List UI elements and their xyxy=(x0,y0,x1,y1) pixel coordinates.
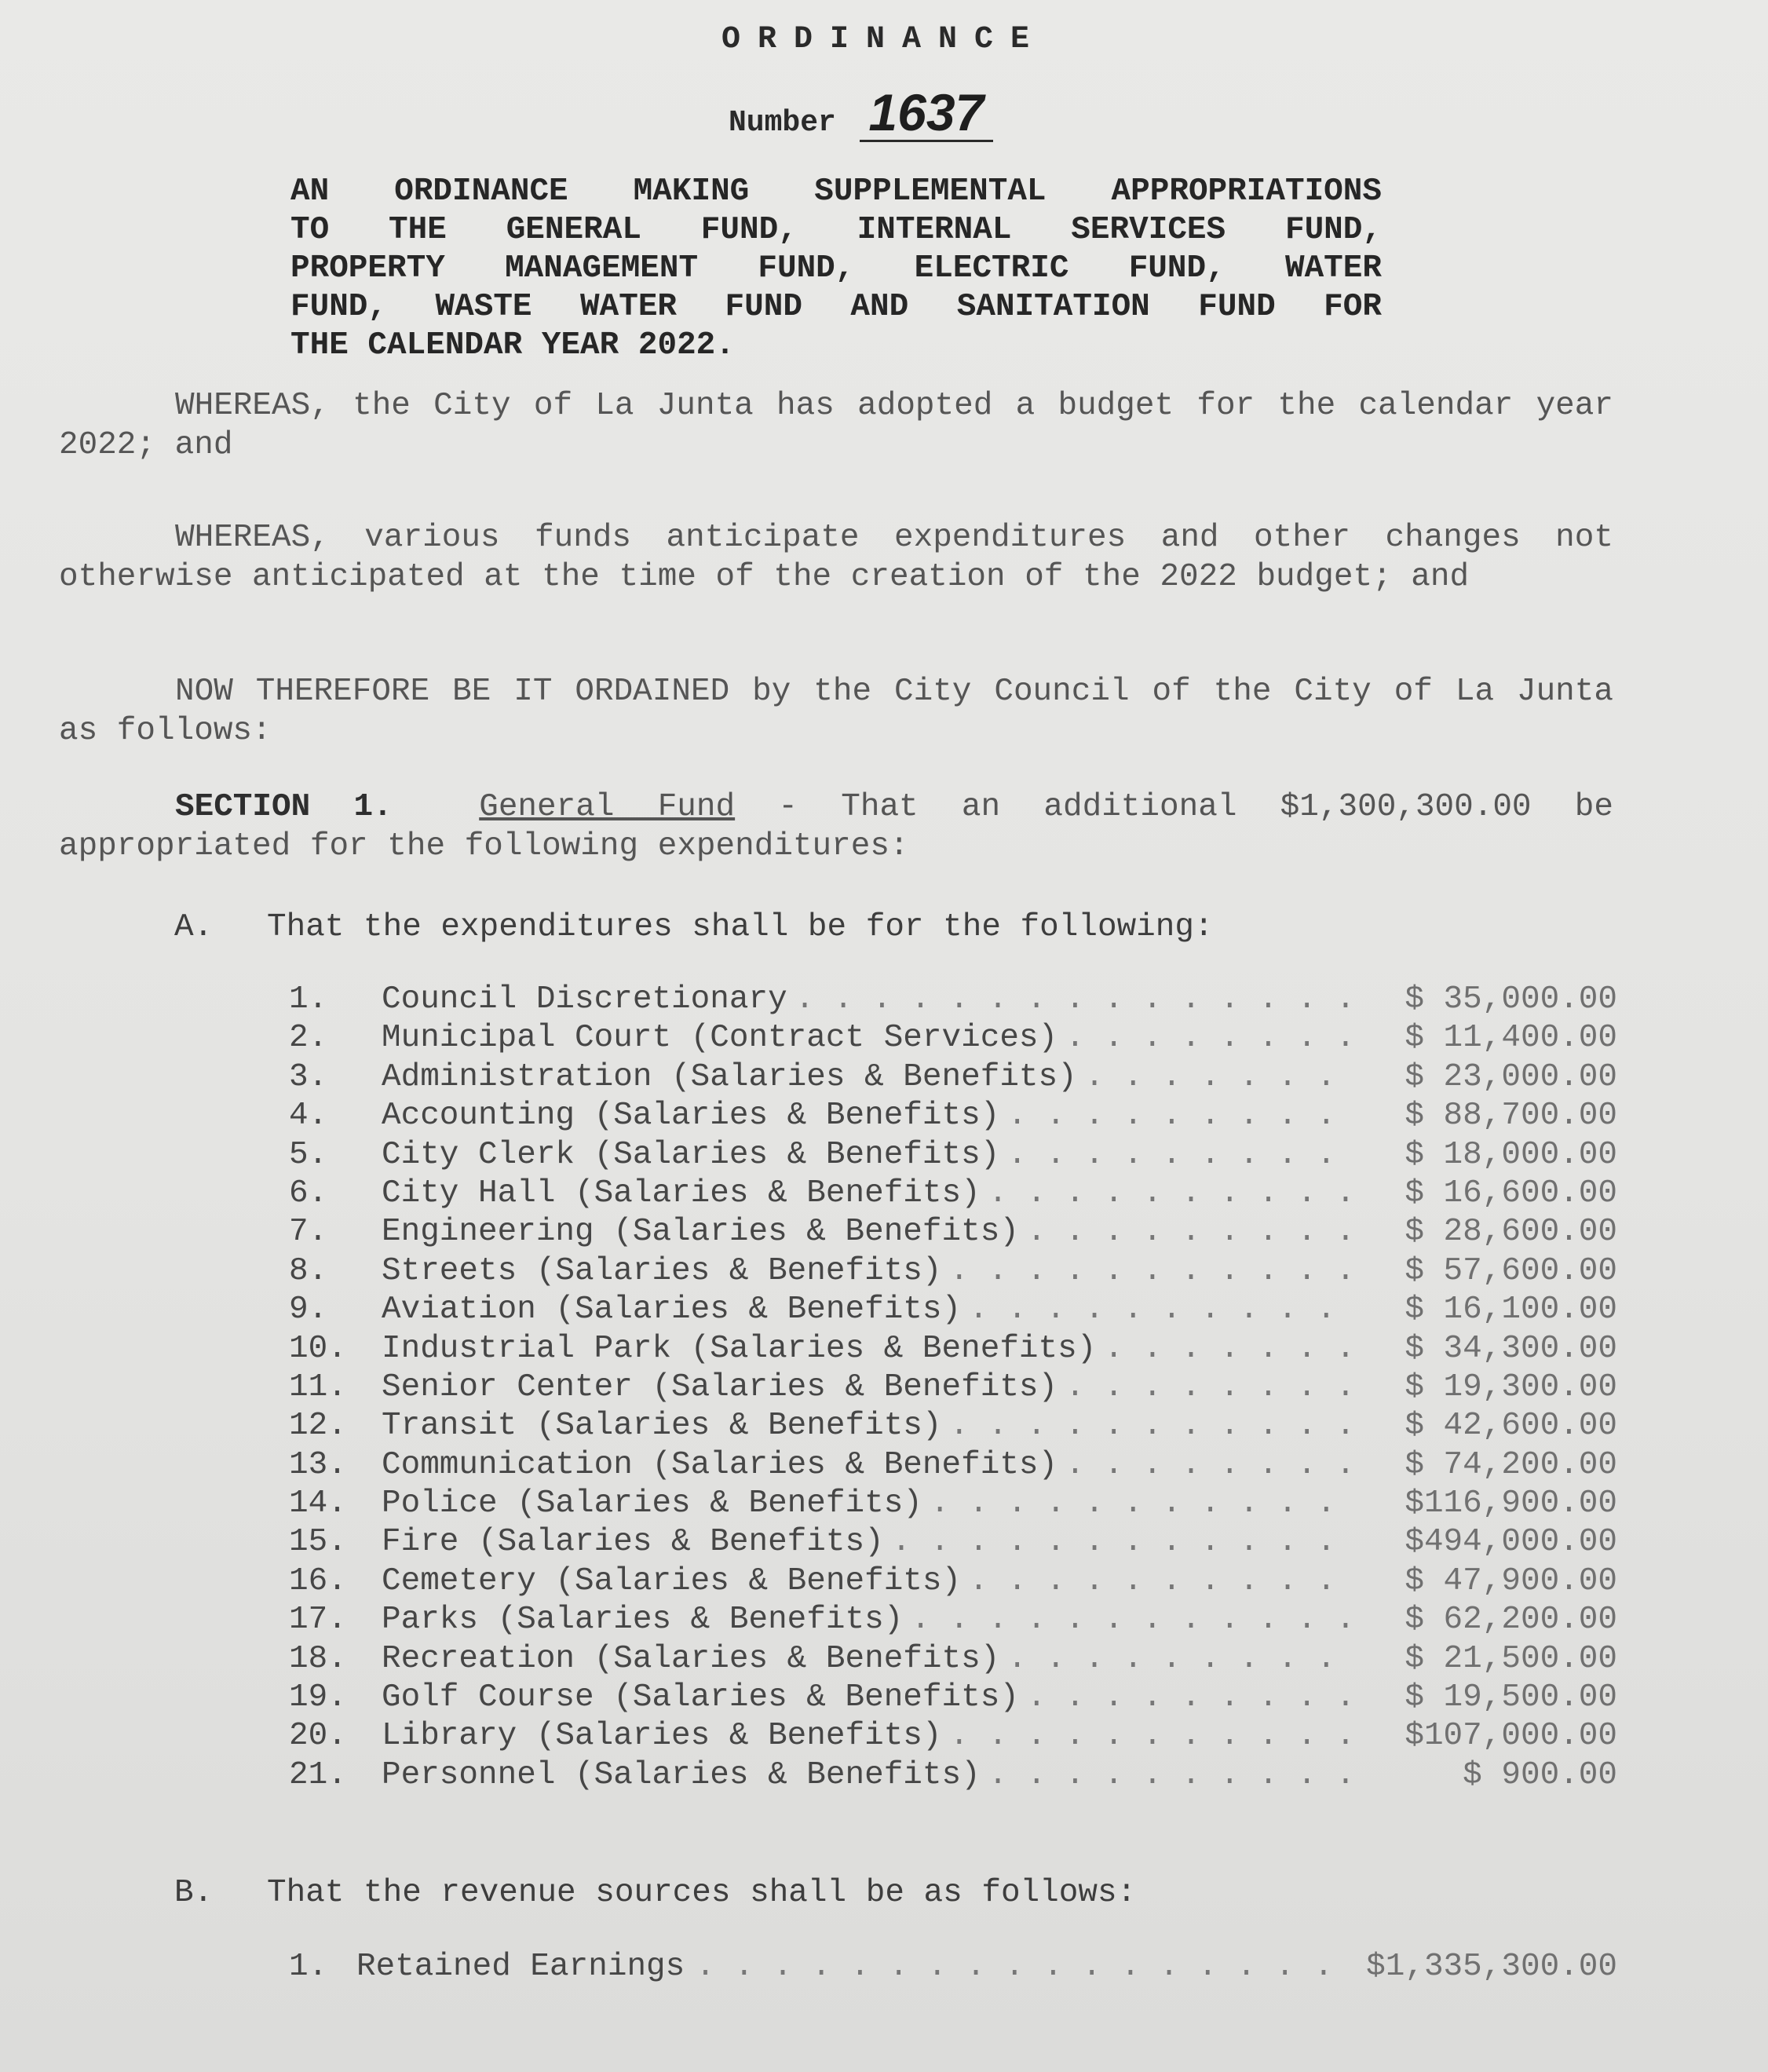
revenue-item xyxy=(289,1949,1617,1985)
section-1-text: - That an additional $1,300,300.00 be appropriated for the following expenditures: xyxy=(59,789,1613,864)
expenditure-item-label: Administration (Salaries & Benefits) xyxy=(382,1058,1077,1095)
expenditure-item xyxy=(289,1137,1617,1175)
expenditure-item xyxy=(289,1331,1617,1369)
expenditure-item-label: Industrial Park (Salaries & Benefits) xyxy=(382,1330,1097,1367)
leader-dots xyxy=(1007,1098,1350,1134)
expenditure-item-amount: $ 62,200.00 xyxy=(1405,1602,1617,1639)
expenditure-item-label: Aviation (Salaries & Benefits) xyxy=(382,1292,962,1328)
part-b-text: That the revenue sources shall be as follows: xyxy=(267,1875,1137,1911)
expenditure-item-number: 3. xyxy=(289,1058,328,1095)
expenditure-item-label: Cemetery (Salaries & Benefits) xyxy=(382,1562,962,1599)
leader-dots xyxy=(795,981,1350,1018)
expenditure-item-amount: $494,000.00 xyxy=(1405,1524,1617,1561)
expenditure-item-amount: $ 18,000.00 xyxy=(1405,1136,1617,1173)
expenditure-item-amount: $ 16,600.00 xyxy=(1405,1175,1617,1211)
revenue-item-number: 1. xyxy=(289,1949,328,1985)
leader-dots xyxy=(1027,1679,1350,1716)
leader-dots xyxy=(988,1175,1350,1211)
expenditure-item-label: Personnel (Salaries & Benefits) xyxy=(382,1756,981,1793)
expenditure-item xyxy=(289,1098,1617,1136)
expenditure-item-amount: $ 28,600.00 xyxy=(1405,1214,1617,1251)
expenditure-item-number: 20. xyxy=(289,1718,347,1755)
expenditure-item-label: City Hall (Salaries & Benefits) xyxy=(382,1175,981,1211)
revenue-item-label: Retained Earnings xyxy=(356,1949,685,1985)
expenditure-list xyxy=(289,981,1617,1796)
expenditure-item-label: Accounting (Salaries & Benefits) xyxy=(382,1098,1000,1135)
title-line: TO THE GENERAL FUND, INTERNAL SERVICES FUND, xyxy=(290,212,1382,248)
expenditure-item xyxy=(289,1641,1617,1679)
expenditure-item-label: Parks (Salaries & Benefits) xyxy=(382,1602,904,1639)
ordained-paragraph: NOW THEREFORE BE IT ORDAINED by the City Council of the City of La Junta as follows: xyxy=(59,674,1613,749)
leader-dots xyxy=(988,1757,1350,1793)
expenditure-item-amount: $107,000.00 xyxy=(1405,1718,1617,1755)
expenditure-item-amount: $ 42,600.00 xyxy=(1405,1408,1617,1445)
expenditure-item xyxy=(289,1602,1617,1640)
expenditure-item-number: 9. xyxy=(289,1292,328,1328)
leader-dots xyxy=(969,1292,1350,1328)
expenditure-item-number: 11. xyxy=(289,1369,347,1405)
leader-dots xyxy=(892,1524,1350,1560)
expenditure-item-amount: $ 34,300.00 xyxy=(1405,1330,1617,1367)
expenditure-item xyxy=(289,1447,1617,1485)
expenditure-item-label: Golf Course (Salaries & Benefits) xyxy=(382,1679,1019,1716)
expenditure-item xyxy=(289,1214,1617,1252)
ordinance-heading: ORDINANCE xyxy=(721,22,1047,57)
expenditure-item-amount: $ 57,600.00 xyxy=(1405,1252,1617,1289)
expenditure-item-number: 17. xyxy=(289,1602,347,1639)
part-a-text: That the expenditures shall be for the following: xyxy=(267,909,1214,945)
part-b-letter: B. xyxy=(174,1875,214,1911)
expenditure-item xyxy=(289,1485,1617,1524)
expenditure-item-number: 2. xyxy=(289,1020,328,1057)
ordinance-number-value: 1637 xyxy=(860,85,993,142)
expenditure-item-number: 18. xyxy=(289,1640,347,1677)
expenditure-item xyxy=(289,1563,1617,1602)
leader-dots xyxy=(950,1718,1350,1754)
leader-dots xyxy=(1085,1059,1350,1095)
expenditure-item-amount: $ 19,300.00 xyxy=(1405,1369,1617,1405)
expenditure-item-label: Senior Center (Salaries & Benefits) xyxy=(382,1369,1058,1405)
leader-dots xyxy=(696,1949,1355,1985)
leader-dots xyxy=(1065,1020,1350,1056)
expenditure-item-label: Municipal Court (Contract Services) xyxy=(382,1020,1058,1057)
number-label: Number xyxy=(729,106,836,140)
expenditure-item xyxy=(289,1408,1617,1446)
expenditure-item-label: Communication (Salaries & Benefits) xyxy=(382,1446,1058,1483)
expenditure-item-number: 21. xyxy=(289,1756,347,1793)
expenditure-item-number: 12. xyxy=(289,1408,347,1445)
expenditure-item-amount: $ 21,500.00 xyxy=(1405,1640,1617,1677)
section-1-label: SECTION 1. xyxy=(175,789,393,825)
section-1-paragraph xyxy=(59,788,1613,866)
expenditure-item-amount: $ 23,000.00 xyxy=(1405,1058,1617,1095)
expenditure-item-label: Police (Salaries & Benefits) xyxy=(382,1485,922,1522)
expenditure-item xyxy=(289,1059,1617,1098)
part-a-heading xyxy=(174,909,1214,945)
expenditure-item-amount: $ 47,900.00 xyxy=(1405,1562,1617,1599)
expenditure-item-amount: $ 35,000.00 xyxy=(1405,981,1617,1018)
ordinance-number-line xyxy=(729,85,993,142)
leader-dots xyxy=(1007,1641,1350,1677)
leader-dots xyxy=(1065,1369,1350,1405)
expenditure-item-amount: $ 11,400.00 xyxy=(1405,1020,1617,1057)
general-fund-label: General Fund xyxy=(479,789,736,825)
expenditure-item xyxy=(289,1718,1617,1756)
expenditure-item xyxy=(289,1253,1617,1292)
expenditure-item-number: 10. xyxy=(289,1330,347,1367)
expenditure-item-label: Recreation (Salaries & Benefits) xyxy=(382,1640,1000,1677)
expenditure-item-number: 8. xyxy=(289,1252,328,1289)
leader-dots xyxy=(1104,1331,1350,1367)
expenditure-item xyxy=(289,1175,1617,1214)
expenditure-item-amount: $116,900.00 xyxy=(1405,1485,1617,1522)
expenditure-item xyxy=(289,981,1617,1020)
part-a-letter: A. xyxy=(174,909,214,945)
expenditure-item xyxy=(289,1369,1617,1408)
revenue-item-amount: $1,335,300.00 xyxy=(1366,1949,1617,1985)
expenditure-item-number: 15. xyxy=(289,1524,347,1561)
expenditure-item-number: 7. xyxy=(289,1214,328,1251)
expenditure-item-number: 6. xyxy=(289,1175,328,1211)
leader-dots xyxy=(969,1563,1350,1599)
expenditure-item-label: Streets (Salaries & Benefits) xyxy=(382,1252,942,1289)
expenditure-item-number: 16. xyxy=(289,1562,347,1599)
expenditure-item-number: 4. xyxy=(289,1098,328,1135)
expenditure-item xyxy=(289,1679,1617,1718)
leader-dots xyxy=(1007,1137,1350,1173)
whereas-paragraph-2: WHEREAS, various funds anticipate expenditures and other changes not otherwise anticipated at the time of the creation of the 2022 budget; and xyxy=(59,520,1613,595)
title-line: AN ORDINANCE MAKING SUPPLEMENTAL APPROPRIATIONS xyxy=(290,174,1382,210)
title-line: PROPERTY MANAGEMENT FUND, ELECTRIC FUND, WATER xyxy=(290,250,1382,287)
expenditure-item-label: Transit (Salaries & Benefits) xyxy=(382,1408,942,1445)
leader-dots xyxy=(950,1408,1350,1444)
expenditure-item-amount: $ 16,100.00 xyxy=(1405,1292,1617,1328)
expenditure-item-number: 13. xyxy=(289,1446,347,1483)
leader-dots xyxy=(911,1602,1350,1638)
expenditure-item-amount: $ 900.00 xyxy=(1463,1756,1617,1793)
whereas-paragraph-1: WHEREAS, the City of La Junta has adopted a budget for the calendar year 2022; and xyxy=(59,388,1613,463)
expenditure-item-label: City Clerk (Salaries & Benefits) xyxy=(382,1136,1000,1173)
expenditure-item-amount: $ 19,500.00 xyxy=(1405,1679,1617,1716)
expenditure-item-label: Library (Salaries & Benefits) xyxy=(382,1718,942,1755)
expenditure-item-number: 19. xyxy=(289,1679,347,1716)
leader-dots xyxy=(930,1485,1350,1522)
part-b-heading xyxy=(174,1875,1136,1911)
expenditure-item-amount: $ 74,200.00 xyxy=(1405,1446,1617,1483)
expenditure-item xyxy=(289,1524,1617,1562)
leader-dots xyxy=(1065,1447,1350,1483)
expenditure-item-number: 1. xyxy=(289,981,328,1018)
leader-dots xyxy=(950,1253,1350,1289)
leader-dots xyxy=(1027,1214,1350,1250)
expenditure-item-number: 14. xyxy=(289,1485,347,1522)
expenditure-item-label: Engineering (Salaries & Benefits) xyxy=(382,1214,1019,1251)
expenditure-item-number: 5. xyxy=(289,1136,328,1173)
title-line: FUND, WASTE WATER FUND AND SANITATION FUND FOR xyxy=(290,289,1382,325)
ordinance-title xyxy=(290,173,1382,365)
expenditure-item xyxy=(289,1757,1617,1796)
expenditure-item-label: Fire (Salaries & Benefits) xyxy=(382,1524,884,1561)
expenditure-item-label: Council Discretionary xyxy=(382,981,787,1018)
expenditure-item xyxy=(289,1020,1617,1058)
title-line: THE CALENDAR YEAR 2022. xyxy=(290,327,735,364)
expenditure-item-amount: $ 88,700.00 xyxy=(1405,1098,1617,1135)
expenditure-item xyxy=(289,1292,1617,1330)
